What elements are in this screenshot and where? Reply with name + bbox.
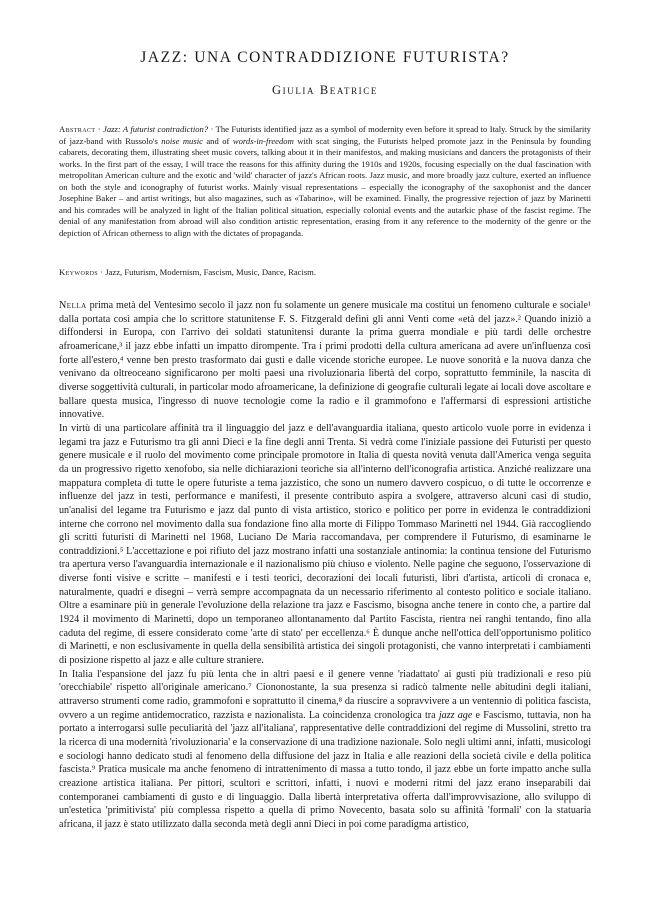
abstract-separator: · [95,124,104,134]
article-body [59,299,591,832]
abstract-label: Abstract [59,124,96,134]
abstract-english-title: Jazz: A futurist contradiction? [103,124,209,134]
abstract [59,124,591,239]
keywords-label: Keywords [59,267,99,277]
abstract-emphasis: noise music [161,135,203,146]
abstract-emphasis: words-in-freedom [232,135,294,146]
abstract-text: with scat singing, the Futurists helped promote jazz in the Peninsula by founding cabarets, decorating them, illustrating sheet music covers, talking about it in their manifestos, and making musicians and dancers the protagonists of their works. In the first part of the essay, I will trace the reasons for this affinity during the 1910s and 1920s, focusing especially on the dual fascination with metropolitan American culture and the exotic and 'wild' character of jazz's African roots. Jazz music, and more broadly jazz culture, exerted an influence on both the style and iconography of futurist works. Mainly visual representations – especially the iconography of the saxophonist and the dancer Josephine Baker – and artist writings, but also magazines, such as «Tabarino», will be examined. Finally, the progressive rejection of jazz by Marinetti and his comrades will be analyzed in light of the Italian political situation, especially colonial events and the autarkic phase of the fascist regime. The denial of any manifestation from abroad will also condition artistic representation, erasing from it any reference to the modernity of the genre or the depiction of African otherness to align with the dictates of propaganda. [59,135,591,238]
paragraph-lead-word: Nella [59,300,87,311]
body-paragraph [59,668,591,832]
paragraph-text: prima metà del Ventesimo secolo il jazz non fu solamente un genere musicale ma costituì un fenomeno culturale e sociale¹ dalla portata così ampia che lo scrittore statunitense F. S. Fitzgerald definì gli anni Venti come «età del jazz».² Quando iniziò a diffondersi in Europa, con l'arrivo dei soldati statunitensi durante la prima guerra mondiale e più tardi delle orchestre afroamericane,³ il jazz ebbe infatti un impatto dirompente. Tra i primi prodotti della cultura americana ad avere un'influenza così forte all'estero,⁴ venne ben presto trasformato dai gusti e dalle vicende storiche europee. Le nuove sonorità e la nuova danza che venivano da oltreoceano significarono per molti paesi una rivoluzionaria libertà del corpo, soprattutto femminile, la nascita di diverse soggettività culturali, in particolar modo afroamericane, la definizione di geografie culturali legate ai locali dove ascoltare e ballare questa musica, l'ingresso di nuove tecnologie come la radio e il grammofono e l'affermarsi di espressioni artistiche innovative. [59,300,591,421]
abstract-text: The Futurists identified jazz as a symbol of modernity even before it spread to Italy. Struck by the similarity of jazz-band with Russolo's [59,124,591,146]
keywords [59,267,591,279]
abstract-text: and of [202,135,233,146]
paragraph-text: In Italia l'espansione del jazz fu più lenta che in altri paesi e il genere venne 'riadattato' ai gusti più tradizionali e reso più 'orecchiabile' rispetto all'originale americano.⁷ Ciononostante, la sua presenza si radicò talmente nelle abitudini degli italiani, attraverso strumenti come radio, grammofoni e soprattutto il cinema,⁸ da riuscire a sopravvivere a un ventennio di politica fascista, ovvero a un regime antidemocratico, razzista e nazionalista. La coincidenza cronologica tra [59,668,591,721]
body-paragraph: In virtù di una particolare affinità tra il linguaggio del jazz e dell'avanguardia italiana, questo articolo vuole porre in evidenza i legami tra jazz e Futurismo tra gli anni Dieci e la fine degli anni Trenta. Si vedrà come l'iniziale passione dei Futuristi per questo genere musicale e il ruolo del movimento come principale promotore in Italia di questa novità venuta dall'America venga seguita da un progressivo rigetto xenofobo, sia nelle dichiarazioni teoriche sia all'interno dell'iconografia artistica. Anziché realizzare una mappatura completa di tutte le opere futuriste a tema jazzistico, che sono un numero davvero cospicuo, o di tutte le occorrenze e influenze del jazz in testi, performance e manifesti, il presente contributo aspira a svolgere, attraverso alcuni casi di studio, un'analisi del legame tra Futurismo e jazz dal punto di vista artistico, storico e politico per porre in evidenza le contraddizioni interne che corrono nel movimento dalla sua fondazione fino alla morte di Filippo Tommaso Marinetti nel 1944. Già raccogliendo gli scritti futuristi di Marinetti nel 1968, Luciano De Maria raccomandava, per comprendere il Futurismo, di esaminarne le contraddizioni.⁵ L'accettazione e poi rifiuto del jazz mostrano infatti una sostanziale antinomia: la continua tensione del Futurismo tra apertura verso l'avanguardia internazionale e il nazionalismo più chiuso e violento. Nelle pagine che seguono, l'osservazione di diverse fonti visive e scritte – manifesti e i testi teorici, decorazioni dei locali futuristi, libri d'artista, articoli di cronaca e, naturalmente, quadri e disegni – verrà sempre accompagnata da un necessario riferimento al contesto politico e sociale italiano. Oltre a esaminare più in generale l'evoluzione della relazione tra jazz e Fascismo, bisogna anche tenere in conto che, a partire dal 1924 il movimento di Marinetti, dopo un temporaneo allontanamento dal Partito Fascista, rientra nei ranghi tentando, fino alla caduta del regime, di essere considerato come 'arte di stato' per eccellenza.⁶ È dunque anche nell'ottica dell'opportunismo politico di Marinetti, e non esclusivamente in quella della sensibilità artistica dei singoli protagonisti, che vanno interpretati i cambiamenti di posizione rispetto al jazz e alle culture straniere. [59,422,591,667]
article-author: Giulia Beatrice [272,83,378,97]
paragraph-text: e Fascismo, tuttavia, non ha portato a interrogarsi sulle peculiarità del 'jazz all'italiana', rappresentative delle contraddizioni del regime di Mussolini, stretto tra la ricerca di una modernità 'rivoluzionaria' e la conservazione di una tradizione nazionale. Solo negli ultimi anni, infatti, musicologi e sociologi hanno dedicato studi al fenomeno della diffusione del jazz in Italia e alle reazioni della società civile e della politica fascista.⁹ Pratica musicale ma anche fenomeno di intrattenimento di massa a tutto tondo, il jazz ebbe un forte impatto anche sulla creazione artistica italiana. Per pittori, scultori e scrittori, infatti, i nuovi e moderni ritmi del jazz erano inseparabili dai contemporanei cambiamenti di gusto e di linguaggio. Dalla libertà interpretativa offerta dall'improvvisazione, allo sviluppo di un'estetica 'primitivista' più complessa rispetto a quella di primo Novecento, basata solo su affinità 'formali' con la statuaria africana, il jazz è stato utilizzato dalla seconda metà degli anni Dieci in poi come paradigma artistico, [59,709,591,830]
paragraph-emphasis: jazz age [438,709,473,721]
body-paragraph [59,299,591,422]
keywords-separator: · [98,267,106,277]
abstract-separator: · [208,124,216,134]
article-title: JAZZ: UNA CONTRADDIZIONE FUTURISTA? [140,49,510,66]
keywords-text: Jazz, Futurism, Modernism, Fascism, Music, Dance, Racism. [105,267,317,277]
